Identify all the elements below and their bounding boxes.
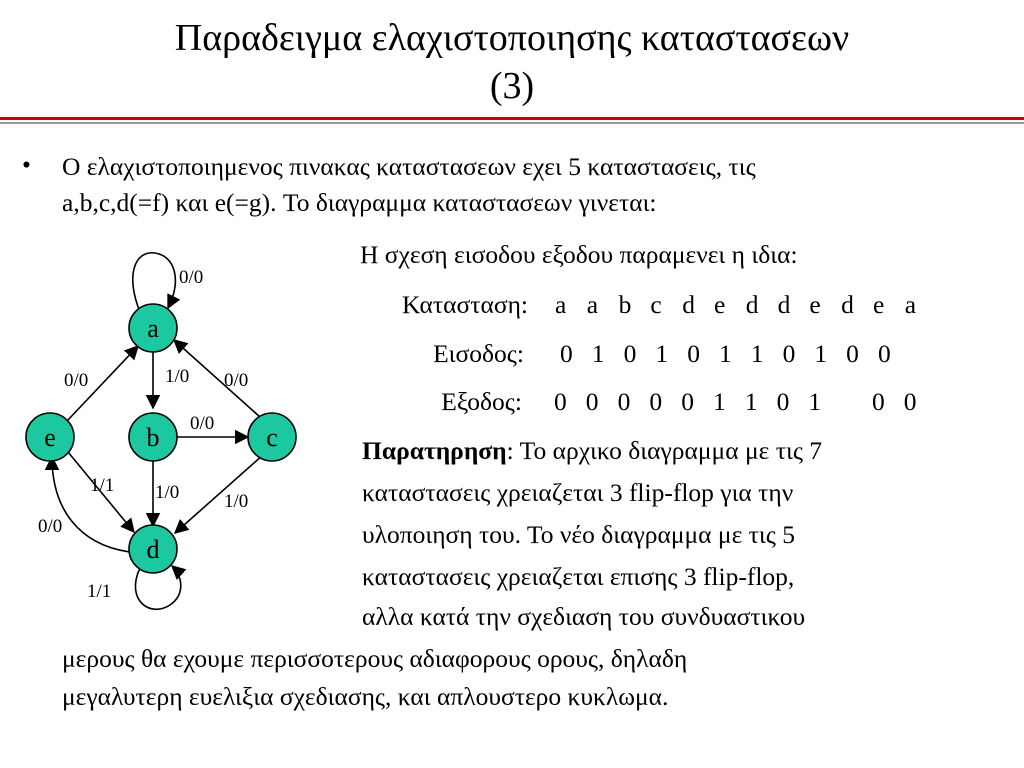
state-node-e (26, 413, 74, 461)
state-sequence-value: a (586, 290, 599, 319)
title-divider-red (0, 117, 1024, 120)
state-node-a-label: a (147, 314, 159, 343)
edge-d-e (52, 457, 130, 552)
input-sequence-value: 1 (591, 339, 605, 368)
bullet-marker: • (22, 150, 31, 179)
output-sequence-label: Εξοδος: (441, 387, 522, 416)
input-sequence-values (560, 337, 910, 371)
observation-line-5: αλλα κατά την σχεδιαση του συνδυαστικου (362, 602, 806, 631)
state-sequence-value: d (745, 290, 759, 319)
output-sequence-value: 0 (585, 387, 599, 416)
state-sequence-value: d (841, 290, 854, 319)
input-sequence-value: 1 (655, 339, 669, 368)
output-sequence-values (554, 385, 936, 419)
state-sequence-value: d (777, 290, 791, 319)
state-node-a (129, 304, 177, 352)
output-sequence-value: 0 (617, 387, 631, 416)
io-relation-text: Η σχεση εισοδου εξοδου παραμενει η ιδια: (360, 240, 798, 269)
input-sequence-value: 0 (560, 339, 573, 368)
input-sequence-value: 1 (814, 339, 828, 368)
state-sequence-value: b (618, 290, 632, 319)
observation-line-1-text: : Το αρχικο διαγραμμα με τις 7 (506, 436, 823, 465)
state-sequence-value: e (713, 290, 726, 319)
edge-label-d-e: 0/0 (38, 516, 63, 537)
input-sequence-value: 0 (623, 339, 637, 368)
state-diagram (0, 240, 330, 620)
input-sequence-value: 0 (877, 339, 891, 368)
state-node-b-label: b (146, 423, 160, 452)
observation-line-4: καταστασεις χρειαζεται επισης 3 flip-flop, (362, 562, 795, 591)
state-node-c-label: c (266, 423, 278, 452)
edge-label-a-a: 0/0 (179, 267, 204, 288)
state-node-b (129, 413, 177, 461)
input-sequence-value: 1 (718, 339, 732, 368)
output-sequence-value: 0 (871, 387, 885, 416)
edge-label-c-a: 0/0 (224, 370, 249, 391)
edge-label-b-c: 0/0 (190, 413, 215, 434)
edge-a-a (133, 253, 176, 312)
state-sequence-value: e (872, 290, 885, 319)
output-sequence-value: 0 (554, 387, 567, 416)
edge-label-d-d: 1/1 (87, 581, 112, 602)
edge-label-a-b: 1/0 (165, 366, 190, 387)
intro-line-1: Ο ελαχιστοποιημενος πινακας καταστασεων εχει 5 καταστασεις, τις (62, 152, 756, 181)
edge-label-e-d: 1/1 (90, 475, 115, 496)
output-sequence-value (840, 385, 872, 419)
state-sequence-values (555, 288, 937, 322)
state-node-c (248, 413, 296, 461)
input-sequence-value: 0 (846, 339, 859, 368)
slide-title (40, 14, 984, 110)
input-sequence-value: 0 (782, 339, 796, 368)
edge-label-b-d: 1/0 (155, 482, 180, 503)
input-sequence-value: 0 (687, 339, 700, 368)
slide-title-line2: (3) (489, 65, 535, 107)
output-sequence-value: 1 (712, 387, 726, 416)
state-sequence-value: e (809, 290, 821, 319)
edge-label-c-d: 1/0 (224, 491, 249, 512)
state-sequence-value: a (555, 290, 567, 319)
state-node-d-label: d (146, 535, 160, 564)
output-sequence-value: 0 (681, 387, 694, 416)
output-sequence-value: 0 (903, 387, 917, 416)
state-sequence-value: a (904, 290, 917, 319)
output-sequence-value: 1 (744, 387, 758, 416)
observation-line-2: καταστασεις χρειαζεται 3 flip-flop για την (362, 478, 794, 507)
state-sequence-value: d (682, 290, 695, 319)
output-sequence-value: 0 (776, 387, 790, 416)
observation-line-7: μεγαλυτερη ευελιξια σχεδιασης, και απλουστερο κυκλωμα. (62, 682, 669, 711)
input-sequence-value: 1 (750, 339, 764, 368)
observation-heading: Παρατηρηση (362, 436, 507, 465)
state-node-d (129, 525, 177, 573)
edge-label-e-a: 0/0 (64, 370, 89, 391)
output-sequence-value: 1 (808, 387, 822, 416)
state-sequence-label: Κατασταση: (402, 290, 528, 319)
title-divider-grey (0, 122, 1024, 124)
slide-title-line1: Παραδειγμα ελαχιστοποιησης καταστασεων (174, 17, 850, 59)
intro-line-2: a,b,c,d(=f) και e(=g). Το διαγραμμα καταστασεων γινεται: (62, 188, 657, 217)
input-sequence-label: Εισοδος: (433, 339, 524, 368)
observation-line-3: υλοποιηση του. Το νέο διαγραμμα με τις 5 (362, 520, 795, 549)
state-node-e-label: e (44, 423, 56, 452)
observation-line-6: μερους θα εχουμε περισσοτερους αδιαφορους ορους, δηλαδη (62, 644, 688, 673)
observation-line-1 (362, 434, 822, 468)
edge-c-d (175, 455, 263, 533)
state-sequence-value: c (650, 290, 662, 319)
output-sequence-value: 0 (649, 387, 663, 416)
